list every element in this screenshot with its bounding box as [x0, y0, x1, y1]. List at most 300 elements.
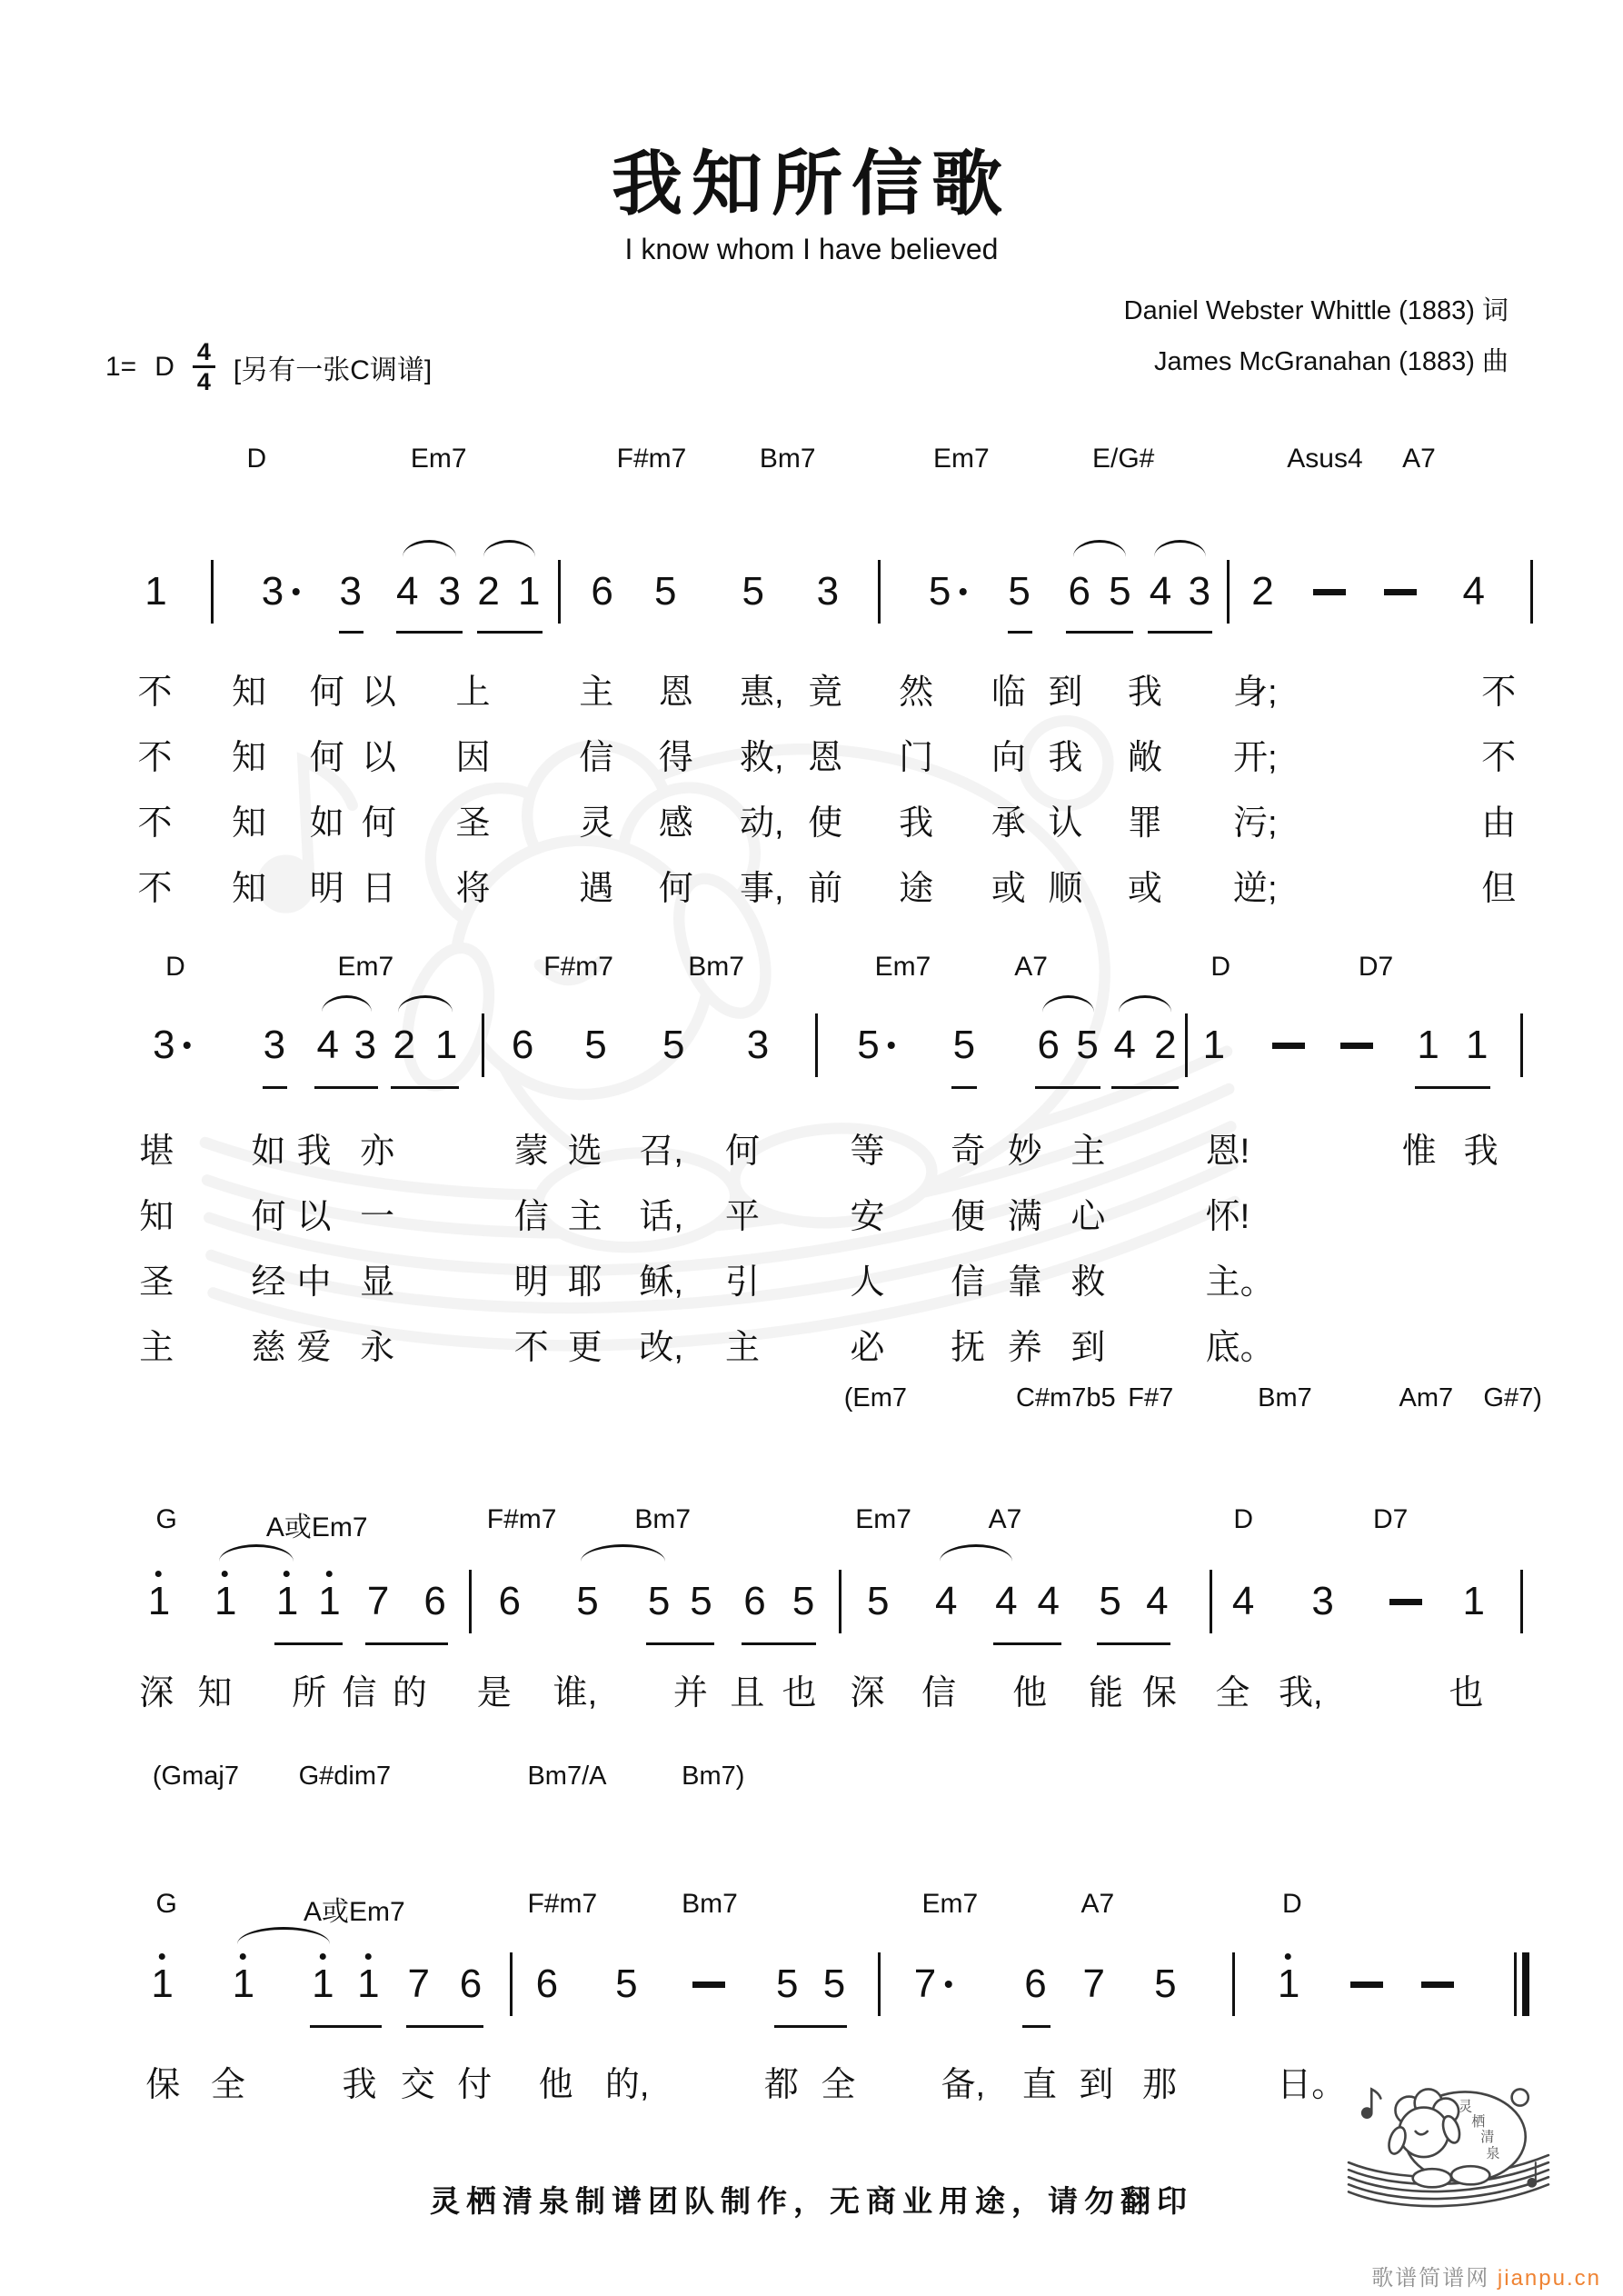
note-token: 7 [407, 1962, 431, 2006]
lyric-syllable: 妙 [1007, 1133, 1042, 1171]
lyric-syllable: 召, [639, 1133, 683, 1171]
lyric-syllable: 他 [1012, 1674, 1048, 1712]
slur-arc [940, 1544, 1012, 1562]
octave-dot [326, 1571, 333, 1577]
bar-line [1185, 1013, 1188, 1077]
lyric-syllable: 上 [455, 674, 491, 712]
lyric-syllable: 主。 [1205, 1263, 1275, 1302]
chord-label: Em7 [874, 952, 931, 982]
octave-dot [155, 1571, 162, 1577]
note-token: 5 [615, 1962, 638, 2006]
lyric-syllable: 的, [604, 2066, 650, 2104]
note-token: 5 [662, 1023, 685, 1067]
site-credit [1371, 2260, 1601, 2291]
eighth-beam [774, 2025, 847, 2028]
lyric-syllable: 话, [639, 1198, 683, 1236]
note-token: 2 [477, 569, 500, 614]
lyric-syllable: 不 [137, 804, 173, 843]
lyric-syllable: 奇 [951, 1133, 986, 1171]
chord-label: A7 [1014, 952, 1048, 982]
note-token: 7 [366, 1579, 390, 1623]
note-token: 4 [1231, 1579, 1255, 1623]
lyric-syllable: 的 [392, 1674, 427, 1712]
lyric-syllable: 恩 [658, 674, 693, 712]
lyric-syllable: 但 [1481, 870, 1517, 908]
interlude-chord-label: G#dim7 [298, 1762, 392, 1791]
eighth-beam [391, 1086, 459, 1089]
note-token: 7 [1082, 1962, 1105, 2006]
interlude-chord-label: Am7 [1399, 1383, 1454, 1413]
eighth-beam [1097, 1642, 1170, 1645]
lyric-syllable: 养 [1007, 1329, 1042, 1367]
lyric-syllable: 付 [457, 2066, 493, 2104]
note-token: 1 [312, 1963, 334, 2005]
site-name: 歌谱简谱网 [1371, 2266, 1490, 2291]
interlude-chord-label: Bm7/A [527, 1762, 607, 1791]
lyric-syllable: 耶 [567, 1263, 602, 1302]
lyric-syllable: 深 [850, 1674, 885, 1712]
interlude-chord-label: Bm7 [1258, 1383, 1312, 1413]
eighth-beam [274, 1642, 343, 1645]
lyric-syllable: 感 [658, 804, 693, 843]
chord-label: A7 [1080, 1889, 1115, 1919]
note-token: 1 [233, 1963, 254, 2005]
octave-dot [1285, 1953, 1291, 1960]
note-token: 5 [929, 571, 951, 613]
note-dash [1313, 589, 1346, 595]
chord-label: Em7 [855, 1504, 911, 1534]
lyric-syllable: 竟 [808, 674, 843, 712]
lyric-syllable: 等 [850, 1133, 885, 1171]
lyric-syllable: 亦 [360, 1133, 395, 1171]
lyric-syllable: 何 [309, 739, 344, 777]
note-token: 1 [276, 1581, 298, 1622]
chord-label: Em7 [337, 952, 394, 982]
key-prefix: 1= [105, 351, 137, 382]
note-token: 4 [1462, 569, 1485, 614]
lyric-syllable: 抚 [951, 1329, 986, 1367]
chord-label: D [246, 444, 267, 474]
credits-block [1124, 285, 1508, 387]
lyric-syllable: 以 [361, 739, 396, 777]
lyric-syllable: 恩! [1205, 1133, 1250, 1171]
bar-line [1232, 1952, 1235, 2016]
slur-arc [322, 995, 372, 1013]
note-token: 6 [743, 1579, 766, 1623]
note-token: 3 [438, 569, 461, 614]
lyric-syllable: 必 [850, 1329, 885, 1367]
note-token: 5 [1109, 569, 1131, 614]
eighth-beam [396, 631, 463, 634]
note-token: 4 [1146, 1579, 1169, 1623]
lyric-syllable: 备, [941, 2066, 986, 2104]
chord-label: Bm7 [688, 952, 744, 982]
lyric-syllable: 或 [1127, 870, 1162, 908]
note-token: 7 [914, 1963, 936, 2005]
chord-label: D [165, 952, 185, 982]
note-dash [1389, 1599, 1422, 1605]
note-token: 5 [690, 1579, 712, 1623]
lyric-syllable: 事, [740, 870, 784, 908]
duration-dot [888, 1042, 895, 1049]
chord-label: A7 [988, 1504, 1022, 1534]
note-token: 4 [396, 569, 419, 614]
lyric-syllable: 显 [360, 1263, 395, 1302]
note-token: 5 [857, 1024, 879, 1066]
note-token: 1 [214, 1581, 236, 1622]
music-system-2 [0, 952, 1623, 1442]
note-token: 5 [952, 1023, 976, 1067]
bar-line [815, 1013, 818, 1077]
note-token: 5 [647, 1579, 671, 1623]
lyric-syllable: 恩 [808, 739, 843, 777]
lyric-syllable: 逆; [1233, 870, 1278, 908]
octave-dot [319, 1953, 325, 1960]
note-token: 2 [393, 1023, 415, 1067]
lyric-syllable: 门 [899, 739, 934, 777]
lyric-syllable: 满 [1007, 1198, 1042, 1236]
chord-label: D [1281, 1889, 1302, 1919]
lyric-syllable: 怀! [1205, 1198, 1250, 1236]
slur-arc [1042, 995, 1094, 1013]
chord-label: E/G# [1091, 444, 1155, 474]
note-token: 5 [654, 569, 677, 614]
note-token: 5 [576, 1579, 599, 1623]
note-token: 4 [1037, 1579, 1060, 1623]
lyric-syllable: 他 [538, 2066, 573, 2104]
lyric-syllable: 灵 [579, 804, 614, 843]
lyric-syllable: 主 [579, 674, 614, 712]
eighth-beam [1148, 631, 1212, 634]
lyric-syllable: 更 [567, 1329, 602, 1367]
lyric-syllable: 保 [145, 2066, 181, 2104]
logo-label-char3: 清 [1480, 2129, 1495, 2145]
lyric-syllable: 并 [672, 1674, 708, 1712]
lyric-syllable: 我, [1279, 1674, 1323, 1712]
time-denominator: 4 [196, 368, 211, 395]
lyric-syllable: 直 [1021, 2066, 1057, 2104]
lyric-syllable: 主 [1070, 1133, 1106, 1171]
slur-arc [398, 995, 453, 1013]
lyric-syllable: 所 [292, 1674, 327, 1712]
eighth-beam [263, 1086, 287, 1089]
note-token: 4 [1113, 1023, 1136, 1067]
lyric-syllable: 救, [740, 739, 784, 777]
note-token: 1 [357, 1963, 379, 2005]
lyric-syllable: 罪 [1127, 804, 1162, 843]
chord-label: Bm7 [682, 1889, 738, 1919]
eighth-beam [477, 631, 542, 634]
lyric-syllable: 稣, [639, 1263, 683, 1302]
bar-line [1520, 1013, 1523, 1077]
note-token: 5 [584, 1023, 607, 1067]
eighth-beam [1008, 631, 1032, 634]
bar-line [1210, 1570, 1212, 1633]
eighth-beam [951, 1086, 978, 1089]
logo-label-char4: 泉 [1486, 2146, 1500, 2162]
slur-arc [483, 540, 535, 557]
note-token: 2 [1251, 569, 1274, 614]
bar-line [1514, 1952, 1517, 2016]
bar-line [1530, 560, 1533, 624]
lyric-syllable: 堪 [139, 1133, 174, 1171]
note-token: 3 [1311, 1579, 1334, 1623]
slur-arc [1119, 995, 1172, 1013]
note-token: 5 [1154, 1962, 1177, 2006]
lyric-syllable: 保 [1141, 1674, 1177, 1712]
chord-label: Bm7 [634, 1504, 691, 1534]
lyric-syllable: 敞 [1127, 739, 1162, 777]
chord-label: Asus4 [1287, 444, 1363, 474]
lyric-syllable: 知 [232, 804, 267, 843]
duration-dot [944, 1981, 951, 1988]
note-token: 3 [1188, 569, 1211, 614]
logo-sheep [1343, 2071, 1554, 2227]
octave-dot [364, 1953, 371, 1960]
final-bar-line [1522, 1952, 1529, 2016]
lyric-syllable: 日。 [1277, 2066, 1347, 2104]
bar-line [558, 560, 561, 624]
lyric-syllable: 到 [1048, 674, 1083, 712]
lyric-syllable: 爱 [296, 1329, 332, 1367]
lyric-syllable: 交 [400, 2066, 435, 2104]
note-token: 5 [1099, 1579, 1121, 1623]
lyric-syllable: 何 [309, 674, 344, 712]
note-token: 3 [262, 571, 284, 613]
note-token: 1 [1417, 1023, 1439, 1067]
interlude-chord-label: G#7) [1483, 1383, 1542, 1413]
lyric-syllable: 全 [1215, 1674, 1250, 1712]
lyric-syllable: 也 [782, 1674, 817, 1712]
note-token: 1 [148, 1581, 170, 1622]
lyric-syllable: 便 [951, 1198, 986, 1236]
eighth-beam [1111, 1086, 1178, 1089]
lyric-syllable: 途 [899, 870, 934, 908]
octave-dot [284, 1571, 290, 1577]
eighth-beam [646, 1642, 714, 1645]
chord-label: F#m7 [527, 1889, 598, 1919]
note-dash [1384, 589, 1417, 595]
eighth-beam [339, 631, 363, 634]
slur-arc [219, 1544, 294, 1562]
chord-label: G [155, 1504, 177, 1534]
lyric-syllable: 惟 [1401, 1133, 1437, 1171]
note-token: 1 [1462, 1579, 1485, 1623]
note-dash [1350, 1982, 1383, 1988]
lyric-syllable: 主 [139, 1329, 174, 1367]
interlude-chord-label: F#7 [1128, 1383, 1174, 1413]
note-token: 1 [517, 569, 541, 614]
lyric-syllable: 不 [137, 870, 173, 908]
page-subtitle: I know whom I have believed [624, 233, 999, 265]
note-token: 3 [816, 569, 840, 614]
page-title: 我知所信歌 [611, 144, 1011, 224]
note-token: 5 [742, 569, 764, 614]
note-token: 3 [339, 569, 363, 614]
lyric-syllable: 得 [658, 739, 693, 777]
lyric-syllable: 不 [137, 674, 173, 712]
logo-label-char2: 栖 [1471, 2113, 1486, 2130]
lyric-syllable: 那 [1141, 2066, 1177, 2104]
octave-dot [240, 1953, 246, 1960]
lyric-syllable: 且 [730, 1674, 765, 1712]
note-token: 1 [1202, 1023, 1226, 1067]
note-token: 5 [822, 1962, 846, 2006]
lyric-syllable: 知 [197, 1674, 233, 1712]
note-token: 2 [1154, 1023, 1177, 1067]
lyric-syllable: 知 [232, 870, 267, 908]
interlude-chord-label: Bm7) [682, 1762, 745, 1791]
lyric-syllable: 我 [342, 2066, 377, 2104]
lyric-syllable: 何 [361, 804, 396, 843]
note-token: 6 [423, 1579, 446, 1623]
lyric-syllable: 信 [579, 739, 614, 777]
lyric-syllable: 安 [850, 1198, 885, 1236]
lyric-syllable: 全 [821, 2066, 856, 2104]
lyric-syllable: 慈 [251, 1329, 286, 1367]
eighth-beam [1022, 2025, 1050, 2028]
lyric-syllable: 前 [808, 870, 843, 908]
lyric-syllable: 圣 [139, 1263, 174, 1302]
chord-label: F#m7 [616, 444, 687, 474]
lyric-syllable: 信 [921, 1674, 957, 1712]
note-dash [1421, 1982, 1454, 1988]
note-token: 1 [144, 569, 167, 614]
bar-line [211, 560, 214, 624]
note-token: 4 [316, 1023, 340, 1067]
lyric-syllable: 污; [1233, 804, 1278, 843]
note-token: 6 [535, 1962, 559, 2006]
note-token: 4 [934, 1579, 958, 1623]
lyric-syllable: 选 [567, 1133, 602, 1171]
lyric-syllable: 身; [1233, 674, 1278, 712]
lyric-syllable: 信 [513, 1198, 549, 1236]
lyric-syllable: 谁, [553, 1674, 598, 1712]
chord-label: G [155, 1889, 177, 1919]
bar-line [878, 560, 881, 624]
chord-label: D [1233, 1504, 1254, 1534]
lyric-syllable: 蒙 [513, 1133, 549, 1171]
note-token: 6 [1068, 569, 1090, 614]
note-token: 3 [746, 1023, 770, 1067]
lyric-syllable: 信 [951, 1263, 986, 1302]
lyric-syllable: 圣 [455, 804, 491, 843]
eighth-beam [310, 2025, 382, 2028]
note-token: 5 [792, 1579, 815, 1623]
lyric-syllable: 遇 [579, 870, 614, 908]
eighth-beam [406, 2025, 484, 2028]
note-token: 4 [1149, 569, 1172, 614]
lyric-syllable: 或 [991, 870, 1026, 908]
note-token: 1 [1466, 1023, 1489, 1067]
footer-notice: 灵栖清泉制谱团队制作，无商业用途，请勿翻印 [430, 2183, 1193, 2219]
bar-line [878, 1952, 881, 2016]
note-token: 1 [318, 1581, 340, 1622]
note-dash [1272, 1043, 1305, 1049]
eighth-beam [742, 1642, 816, 1645]
lyric-syllable: 底。 [1205, 1329, 1275, 1367]
chord-label: F#m7 [543, 952, 613, 982]
lyric-syllable: 然 [899, 674, 934, 712]
lyric-syllable: 引 [724, 1263, 760, 1302]
chord-label: Em7 [410, 444, 467, 474]
lyric-syllable: 动, [740, 804, 784, 843]
lyric-syllable: 不 [513, 1329, 549, 1367]
note-token: 3 [353, 1023, 377, 1067]
lyric-syllable: 我 [899, 804, 934, 843]
chord-label: D7 [1358, 952, 1394, 982]
lyric-syllable: 何 [658, 870, 693, 908]
chord-label: A或Em7 [303, 1897, 405, 1927]
eighth-beam [365, 1642, 448, 1645]
note-token: 6 [511, 1023, 534, 1067]
lyric-syllable: 如 [309, 804, 344, 843]
bar-line [839, 1570, 841, 1633]
key-letter: D [154, 351, 174, 382]
lyric-syllable: 救 [1070, 1263, 1106, 1302]
lyric-syllable: 由 [1481, 804, 1517, 843]
lyric-syllable: 信 [342, 1674, 377, 1712]
lyric-syllable: 如 [251, 1133, 286, 1171]
note-token: 6 [498, 1579, 522, 1623]
chord-label: D [1210, 952, 1231, 982]
logo-label-char1: 灵 [1459, 2099, 1473, 2115]
key-signature [105, 338, 432, 395]
lyric-syllable: 中 [296, 1263, 332, 1302]
lyric-syllable: 永 [360, 1329, 395, 1367]
bar-line [510, 1952, 513, 2016]
note-token: 5 [775, 1962, 799, 2006]
eighth-beam [1066, 631, 1132, 634]
lyric-syllable: 我 [296, 1133, 332, 1171]
lyric-syllable: 明 [309, 870, 344, 908]
note-token: 3 [263, 1023, 286, 1067]
lyric-syllable: 改, [639, 1329, 683, 1367]
note-token: 1 [434, 1023, 458, 1067]
lyric-syllable: 开; [1233, 739, 1278, 777]
chord-label: A或Em7 [265, 1512, 368, 1542]
credit-composer: James McGranahan (1883) 曲 [1153, 347, 1508, 376]
lyric-syllable: 将 [455, 870, 491, 908]
chord-label: Em7 [932, 444, 990, 474]
lyric-syllable: 不 [137, 739, 173, 777]
chord-label: Bm7 [759, 444, 816, 474]
lyric-syllable: 承 [991, 804, 1026, 843]
eighth-beam [314, 1086, 378, 1089]
note-token: 6 [1024, 1962, 1047, 2006]
lyric-syllable: 认 [1048, 804, 1083, 843]
slur-arc [1073, 540, 1127, 557]
lyric-syllable: 何 [724, 1133, 760, 1171]
lyric-syllable: 知 [232, 674, 267, 712]
lyric-syllable: 主 [724, 1329, 760, 1367]
lyric-syllable: 知 [232, 739, 267, 777]
eighth-beam [1035, 1086, 1100, 1089]
key-note: [另有一张C调谱] [233, 354, 433, 385]
lyric-syllable: 也 [1449, 1674, 1484, 1712]
lyric-syllable: 深 [139, 1674, 174, 1712]
note-dash [1340, 1043, 1373, 1049]
lyric-syllable: 使 [808, 804, 843, 843]
lyric-syllable: 以 [361, 674, 396, 712]
time-signature [193, 338, 215, 395]
note-dash [692, 1982, 725, 1988]
lyric-syllable: 日 [361, 870, 396, 908]
lyric-syllable: 心 [1070, 1198, 1106, 1236]
note-token: 1 [1278, 1963, 1299, 2005]
duration-dot [292, 588, 299, 595]
note-token: 6 [1037, 1023, 1060, 1067]
